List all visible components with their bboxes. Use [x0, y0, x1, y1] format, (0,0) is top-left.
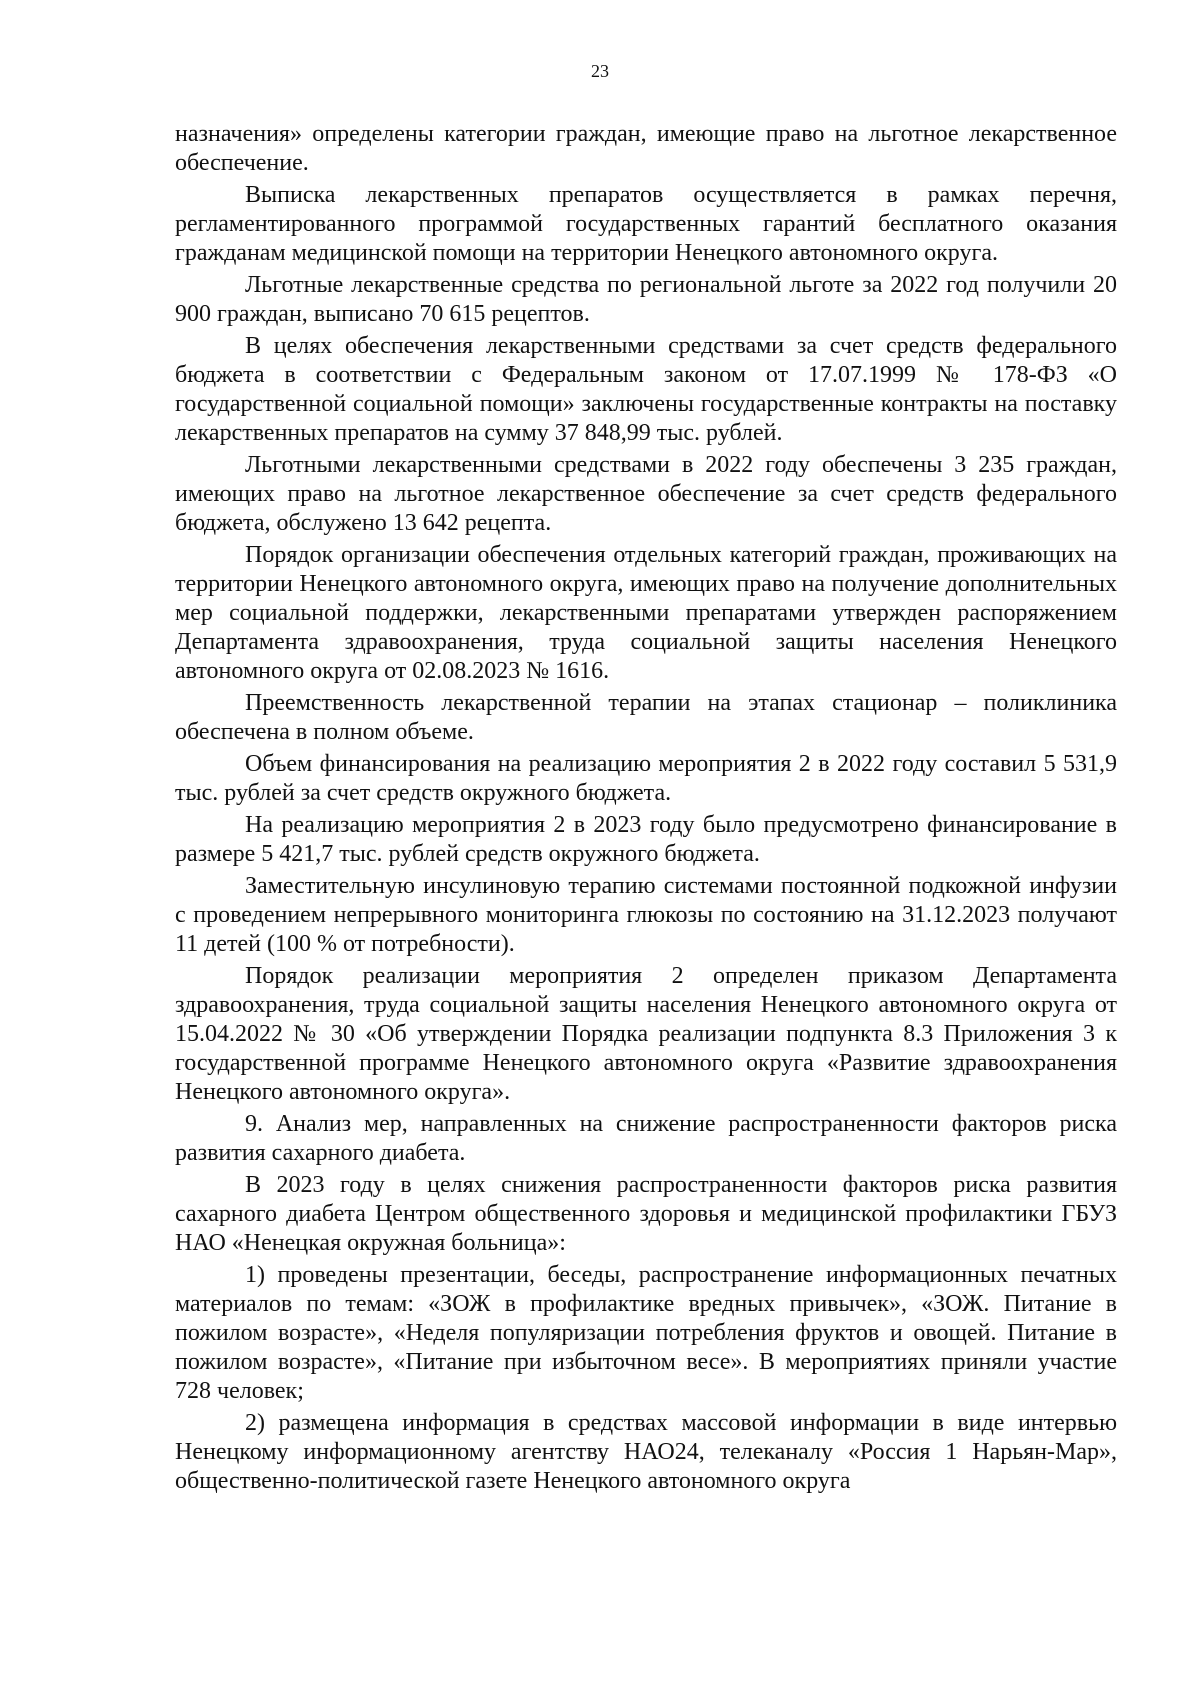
paragraph: назначения» определены категории граждан, имеющие право на льготное лекарственное обеспечение. [175, 121, 1117, 176]
paragraph: В 2023 году в целях снижения распространенности факторов риска развития сахарного диабета Центром общественного здоровья и медицинской профилактики ГБУЗ НАО «Ненецкая окружная больница»: [175, 1172, 1117, 1256]
paragraph: Порядок реализации мероприятия 2 определен приказом Департамента здравоохранения, труда социальной защиты населения Ненецкого автономного округа от 15.04.2022 № 30 «Об утверждении Порядка реализации подпункта 8.3 Приложения 3 к государственной программе Ненецкого автономного округа «Развитие здравоохранения Ненецкого автономного округа». [175, 963, 1117, 1105]
paragraph: Льготные лекарственные средства по региональной льготе за 2022 год получили 20 900 граждан, выписано 70 615 рецептов. [175, 272, 1117, 327]
paragraph: Порядок организации обеспечения отдельных категорий граждан, проживающих на территории Ненецкого автономного округа, имеющих право на получение дополнительных мер социальной поддержки, лекарственными препаратами утвержден распоряжением Департамента здравоохранения, труда социальной защиты населения Ненецкого автономного округа от 02.08.2023 № 1616. [175, 542, 1117, 684]
paragraph: Заместительную инсулиновую терапию системами постоянной подкожной инфузии с проведением непрерывного мониторинга глюкозы по состоянию на 31.12.2023 получают 11 детей (100 % от потребности). [175, 873, 1117, 957]
page-number: 23 [591, 61, 609, 81]
list-item: 2) размещена информация в средствах массовой информации в виде интервью Ненецкому информационному агентству НАО24, телеканалу «Россия 1 Нарьян-Мар», общественно-политической газете Ненецкого автономного округа [175, 1410, 1117, 1494]
section-heading-paragraph: 9. Анализ мер, направленных на снижение распространенности факторов риска развития сахарного диабета. [175, 1111, 1117, 1166]
paragraph: В целях обеспечения лекарственными средствами за счет средств федерального бюджета в соответствии с Федеральным законом от 17.07.1999 № 178-ФЗ «О государственной социальной помощи» заключены государственные контракты на поставку лекарственных препаратов на сумму 37 848,99 тыс. рублей. [175, 333, 1117, 446]
paragraph: На реализацию мероприятия 2 в 2023 году было предусмотрено финансирование в размере 5 421,7 тыс. рублей средств окружного бюджета. [175, 812, 1117, 867]
paragraph: Льготными лекарственными средствами в 2022 году обеспечены 3 235 граждан, имеющих право на льготное лекарственное обеспечение за счет средств федерального бюджета, обслужено 13 642 рецепта. [175, 452, 1117, 536]
paragraph: Объем финансирования на реализацию мероприятия 2 в 2022 году составил 5 531,9 тыс. рублей за счет средств окружного бюджета. [175, 751, 1117, 806]
paragraph: Преемственность лекарственной терапии на этапах стационар – поликлиника обеспечена в полном объеме. [175, 690, 1117, 745]
list-item: 1) проведены презентации, беседы, распространение информационных печатных материалов по темам: «ЗОЖ в профилактике вредных привычек», «ЗОЖ. Питание в пожилом возрасте», «Неделя популяризации потребления фруктов и овощей. Питание в пожилом возрасте», «Питание при избыточном весе». В мероприятиях приняли участие 728 человек; [175, 1262, 1117, 1404]
paragraph: Выписка лекарственных препаратов осуществляется в рамках перечня, регламентированного программой государственных гарантий бесплатного оказания гражданам медицинской помощи на территории Ненецкого автономного округа. [175, 182, 1117, 266]
document-body [175, 120, 1117, 1499]
